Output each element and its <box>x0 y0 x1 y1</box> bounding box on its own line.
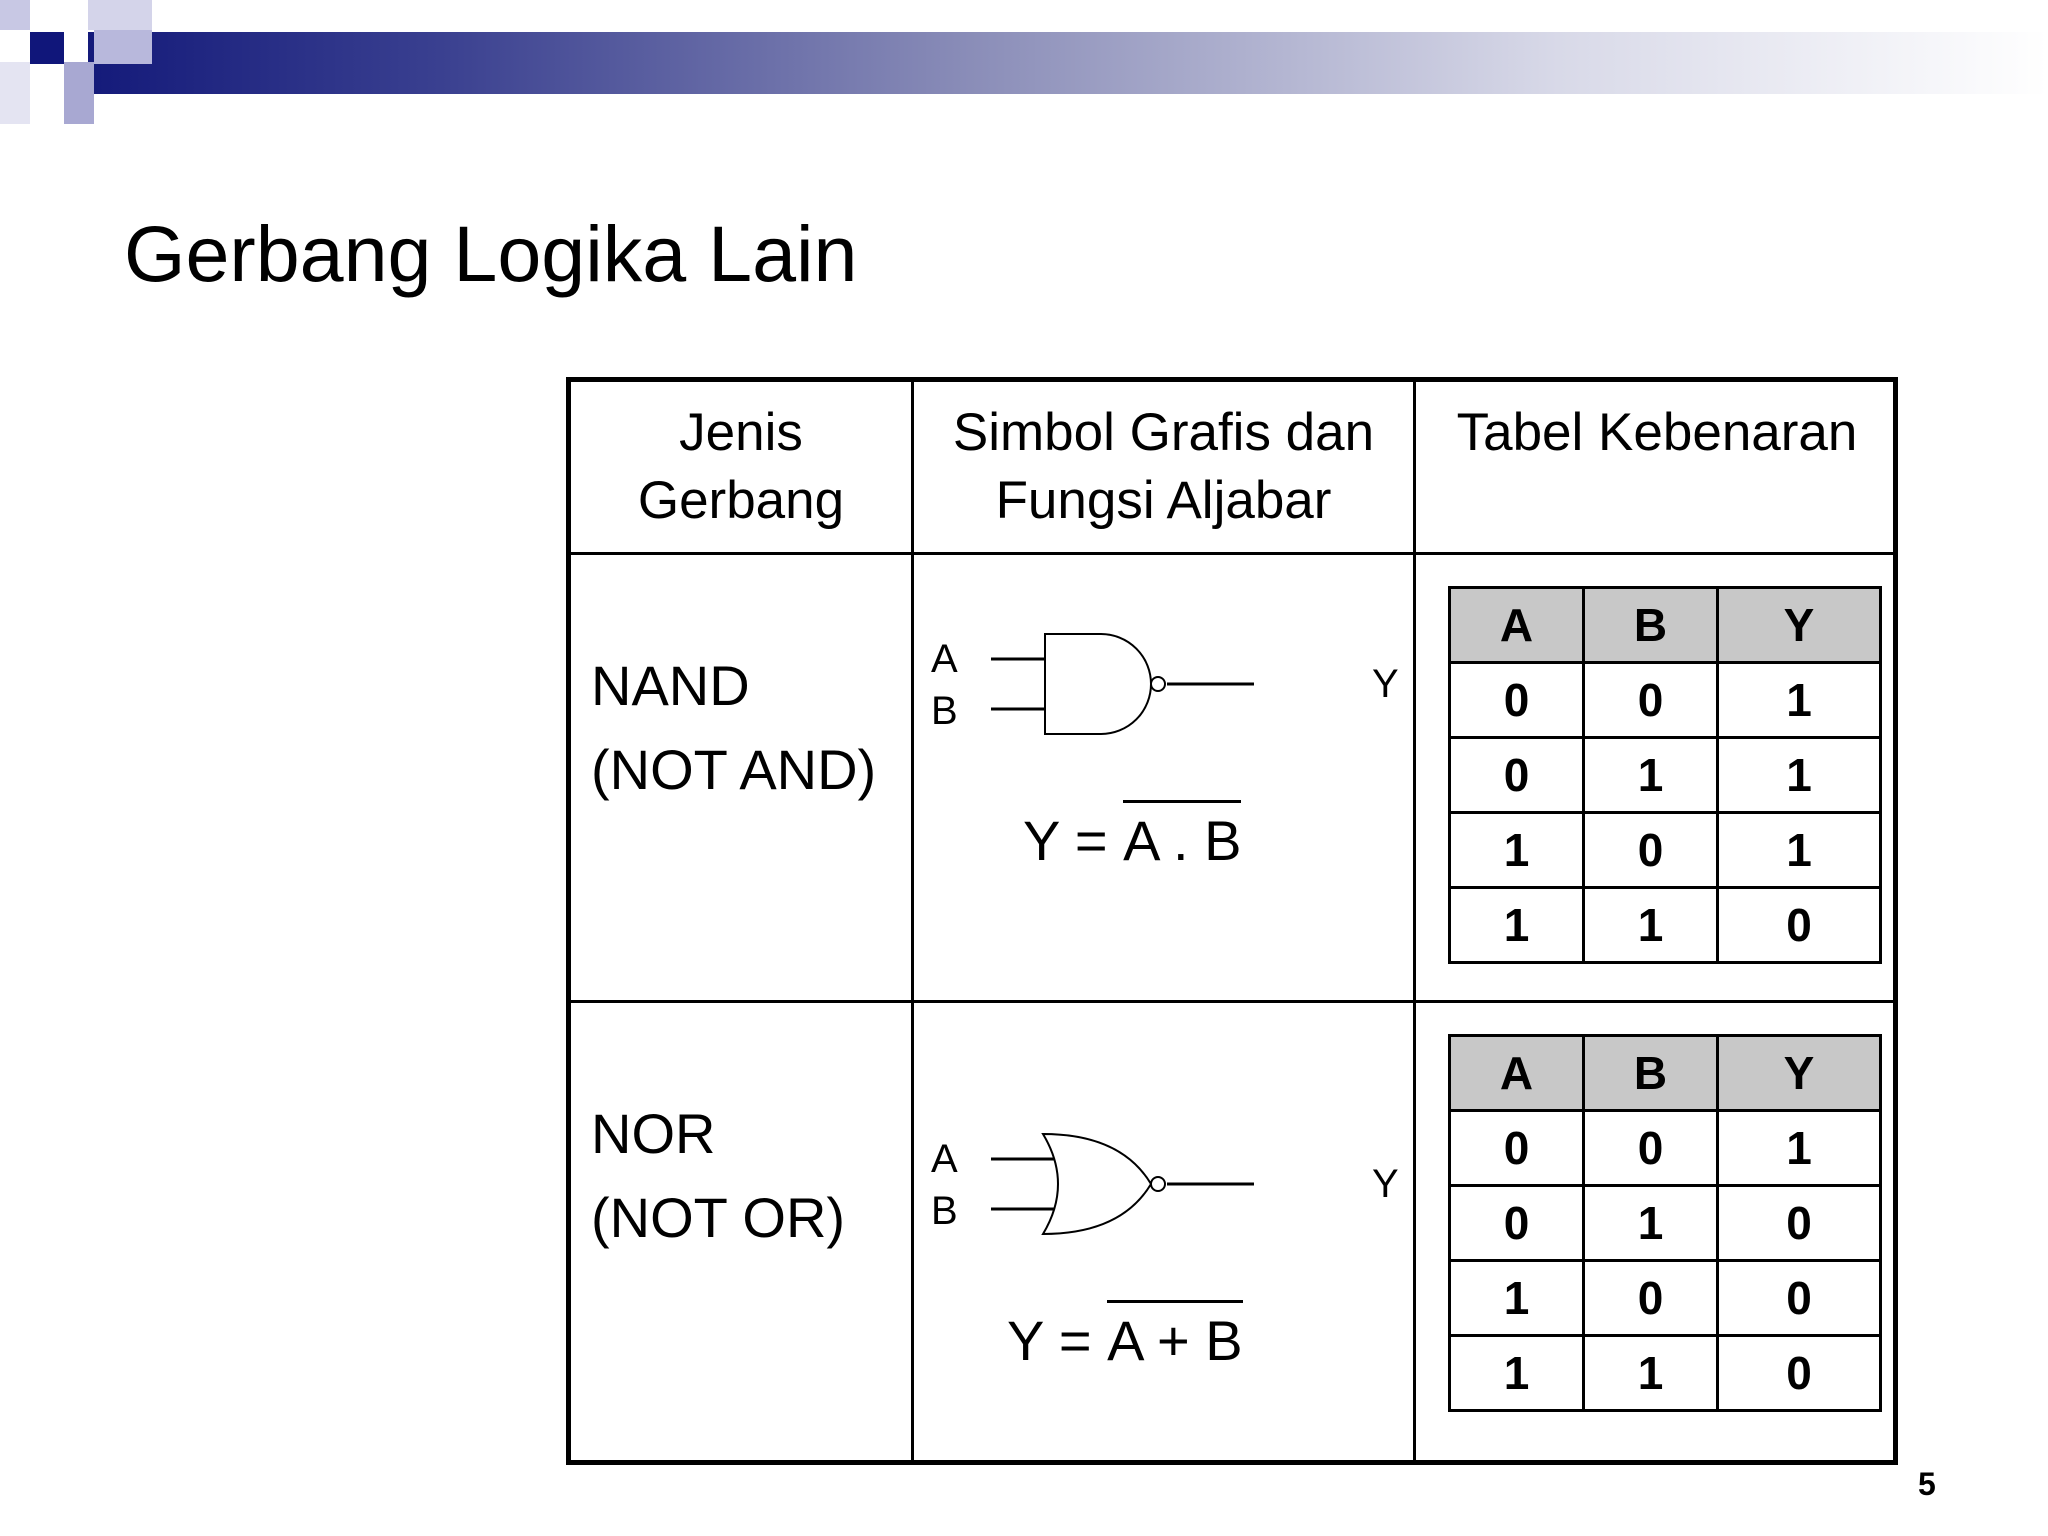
nor-equation-rhs <box>1107 1308 1242 1373</box>
table-row <box>1450 813 1881 888</box>
decor-square <box>0 62 30 124</box>
truth-header-y: Y <box>1718 588 1881 663</box>
nand-equation-rhs-text: A . B <box>1123 809 1242 872</box>
truth-table-header-row <box>1450 588 1881 663</box>
truth-cell: 1 <box>1450 813 1584 888</box>
header-truth-table: Tabel Kebenaran <box>1456 403 1858 462</box>
truth-cell: 0 <box>1450 738 1584 813</box>
nor-equation <box>1007 1308 1243 1373</box>
nand-equation-rhs <box>1123 808 1241 873</box>
truth-cell: 0 <box>1718 1186 1881 1261</box>
truth-cell: 1 <box>1584 1336 1718 1411</box>
header-gate-type <box>571 399 911 535</box>
gate-name-line1: NOR <box>591 1102 716 1165</box>
nand-truth-table <box>1448 586 1882 964</box>
header-symbol <box>914 399 1413 535</box>
nor-gate-body <box>1043 1134 1151 1234</box>
table-row <box>1450 1186 1881 1261</box>
truth-header-y: Y <box>1718 1036 1881 1111</box>
table-row <box>1450 888 1881 963</box>
header-gate-type-line2: Gerbang <box>637 471 845 530</box>
truth-cell: 0 <box>1584 1261 1718 1336</box>
decor-square <box>0 0 30 30</box>
nand-input-a-label: A <box>931 637 958 681</box>
truth-cell: 0 <box>1584 663 1718 738</box>
truth-cell: 1 <box>1718 813 1881 888</box>
nor-truth-table <box>1448 1034 1882 1412</box>
nand-overbar <box>1123 800 1241 803</box>
decor-square <box>30 32 64 64</box>
column-divider <box>1413 382 1416 1460</box>
truth-cell: 1 <box>1584 888 1718 963</box>
truth-table-header-row <box>1450 1036 1881 1111</box>
header-gate-type-line1: Jenis <box>679 403 803 462</box>
truth-cell: 1 <box>1718 663 1881 738</box>
gate-name-nand <box>591 644 876 812</box>
nor-input-a-label: A <box>931 1137 958 1181</box>
decor-square <box>88 0 152 30</box>
truth-header-b: B <box>1584 588 1718 663</box>
table-row <box>1450 1261 1881 1336</box>
column-divider <box>911 382 914 1460</box>
slide-title: Gerbang Logika Lain <box>124 209 858 298</box>
nand-gate-symbol <box>931 622 1411 762</box>
nor-inversion-bubble <box>1151 1177 1165 1191</box>
truth-cell: 0 <box>1450 1186 1584 1261</box>
page-number: 5 <box>1918 1466 1936 1502</box>
header-gradient-bar <box>88 32 2048 94</box>
nand-equation <box>1023 808 1241 873</box>
table-row <box>1450 1336 1881 1411</box>
nand-gate-body <box>1045 634 1151 734</box>
header-band <box>0 0 2048 130</box>
truth-cell: 0 <box>1584 1111 1718 1186</box>
row-divider <box>571 1000 1893 1003</box>
nor-output-label: Y <box>1372 1162 1399 1206</box>
nor-input-b-label: B <box>931 1189 958 1233</box>
truth-cell: 0 <box>1450 663 1584 738</box>
nor-equation-rhs-text: A + B <box>1107 1309 1243 1372</box>
truth-cell: 1 <box>1450 888 1584 963</box>
nand-output-label: Y <box>1372 662 1399 706</box>
truth-cell: 0 <box>1718 1336 1881 1411</box>
nand-equation-lhs: Y = <box>1023 809 1124 872</box>
truth-header-a: A <box>1450 1036 1584 1111</box>
nor-overbar <box>1107 1300 1242 1303</box>
truth-cell: 1 <box>1718 738 1881 813</box>
header-symbol-line2: Fungsi Aljabar <box>995 471 1332 530</box>
logic-gate-table <box>566 377 1898 1465</box>
gate-name-line2: (NOT AND) <box>591 738 877 801</box>
truth-cell: 0 <box>1584 813 1718 888</box>
truth-cell: 1 <box>1450 1261 1584 1336</box>
truth-cell: 1 <box>1584 738 1718 813</box>
truth-cell: 0 <box>1718 1261 1881 1336</box>
header-symbol-line1: Simbol Grafis dan <box>952 403 1375 462</box>
table-row <box>1450 738 1881 813</box>
truth-cell: 1 <box>1718 1111 1881 1186</box>
gate-name-nor <box>591 1092 845 1260</box>
decor-square <box>64 62 94 124</box>
truth-cell: 0 <box>1718 888 1881 963</box>
row-divider <box>571 552 1893 555</box>
truth-header-a: A <box>1450 588 1584 663</box>
truth-header-b: B <box>1584 1036 1718 1111</box>
nor-gate-symbol <box>931 1122 1411 1262</box>
truth-cell: 1 <box>1584 1186 1718 1261</box>
truth-cell: 0 <box>1450 1111 1584 1186</box>
nand-inversion-bubble <box>1151 677 1165 691</box>
truth-cell: 1 <box>1450 1336 1584 1411</box>
decor-square <box>94 30 152 64</box>
table-row <box>1450 663 1881 738</box>
gate-name-line2: (NOT OR) <box>591 1186 846 1249</box>
nor-equation-lhs: Y = <box>1007 1309 1108 1372</box>
table-row <box>1450 1111 1881 1186</box>
gate-name-line1: NAND <box>591 654 750 717</box>
nand-input-b-label: B <box>931 689 958 733</box>
